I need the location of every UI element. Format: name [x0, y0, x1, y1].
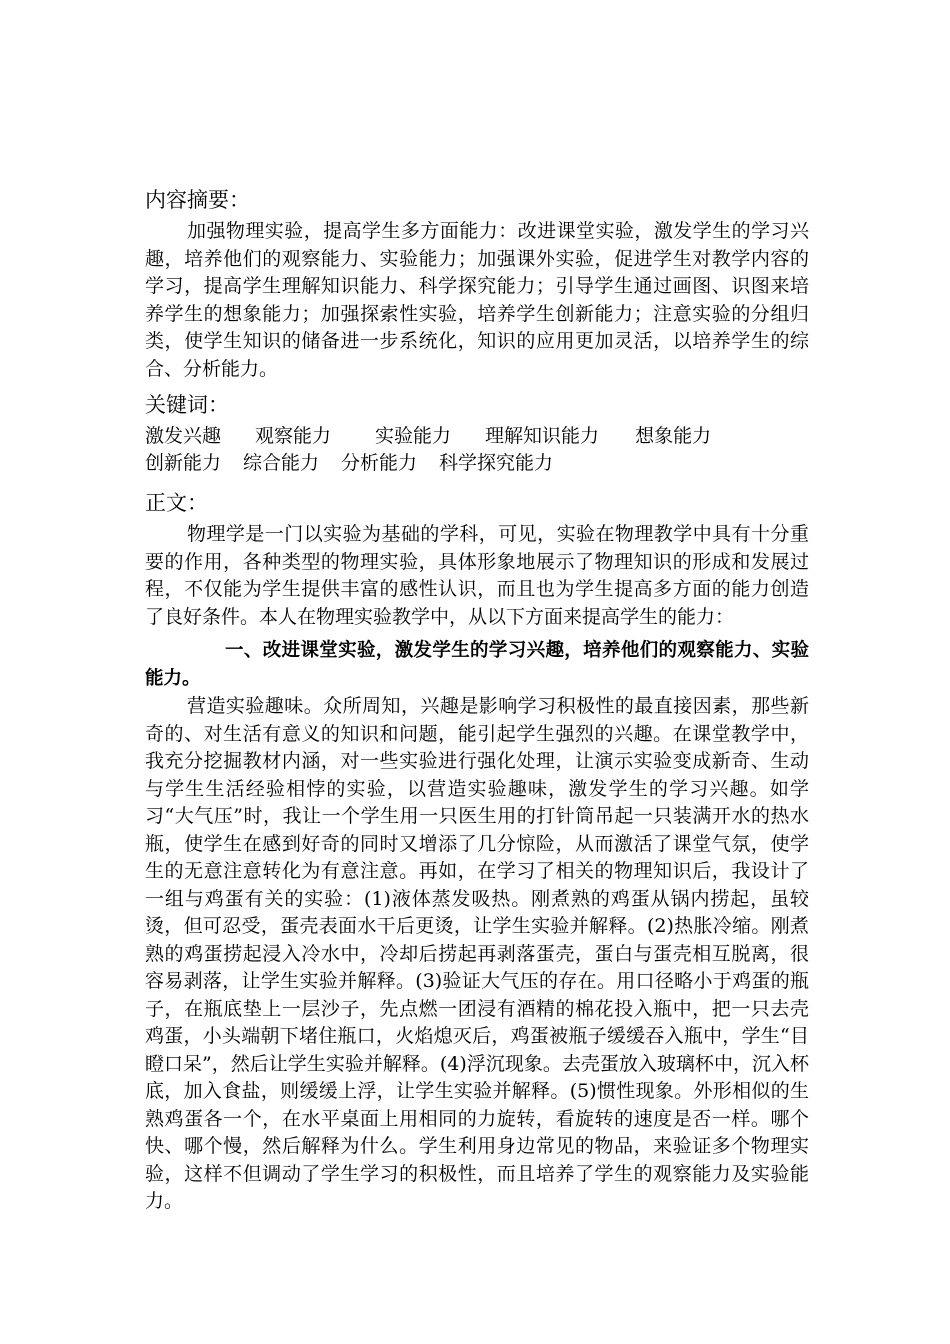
abstract-paragraph: 加强物理实验，提高学生多方面能力：改进课堂实验，激发学生的学习兴趣，培养他们的观察能力、实验能力；加强课外实验，促进学生对教学内容的学习，提高学生理解知识能力、科学探究能力；引导学生通过画图、识图来培养学生的想象能力；加强探索性实验，培养学生创新能力；注意实验的分组归类，使学生知识的储备进一步系统化，知识的应用更加灵活，以培养学生的综合、分析能力。 — [145, 220, 809, 380]
abstract-heading: 内容摘要： — [145, 188, 250, 212]
keyword: 创新能力 — [145, 452, 222, 474]
keyword: 想象能力 — [635, 425, 712, 447]
keyword: 分析能力 — [341, 452, 418, 474]
keywords-row-1 — [145, 423, 809, 450]
document-content — [145, 184, 809, 1222]
intro-paragraph: 物理学是一门以实验为基础的学科，可见，实验在物理教学中具有十分重要的作用，各种类型的物理实验，具体形象地展示了物理知识的形成和发展过程，不仅能为学生提供丰富的感性认识，而且也为学生提高多方面的能力创造了良好条件。本人在物理实验教学中，从以下方面来提高学生的能力： — [145, 523, 809, 628]
keywords-heading: 关键词： — [145, 393, 229, 417]
body-heading: 正文： — [145, 491, 208, 515]
keyword: 观察能力 — [255, 425, 332, 447]
keywords-row-2 — [145, 450, 809, 477]
keyword: 实验能力 — [375, 425, 452, 447]
section-1-paragraph: 营造实验趣味。众所周知，兴趣是影响学习积极性的最直接因素，那些新奇的、对生活有意义的知识和问题，能引起学生强烈的兴趣。在课堂教学中，我充分挖掘教材内涵，对一些实验进行强化处理，让演示实验变成新奇、生动与学生生活经验相悖的实验，以营造实验趣味，激发学生的学习兴趣。如学习“大气压”时，我让一个学生用一只医生用的打针筒吊起一只装满开水的热水瓶，使学生在感到好奇的同时又增添了几分惊险，从而激活了课堂气氛，使学生的无意注意转化为有意注意。再如，在学习了相关的物理知识后，我设计了一组与鸡蛋有关的实验：(1)液体蒸发吸热。刚煮熟的鸡蛋从锅内捞起，虽较烫，但可忍受，蛋壳表面水干后更烫，让学生实验并解释。(2)热胀冷缩。刚煮熟的鸡蛋捞起浸入冷水中，冷却后捞起再剥落蛋壳，蛋白与蛋壳相互脱离，很容易剥落，让学生实验并解释。(3)验证大气压的存在。用口径略小于鸡蛋的瓶子，在瓶底垫上一层沙子，先点燃一团浸有酒精的棉花投入瓶中，把一只去壳鸡蛋，小头端朝下堵住瓶口，火焰熄灭后，鸡蛋被瓶子缓缓吞入瓶中，学生“目瞪口呆”，然后让学生实验并解释。(4)浮沉现象。去壳蛋放入玻璃杯中，沉入杯底，加入食盐，则缓缓上浮，让学生实验并解释。(5)惯性现象。外形相似的生熟鸡蛋各一个，在水平桌面上用相同的力旋转，看旋转的速度是否一样。哪个快、哪个慢，然后解释为什么。学生利用身边常见的物品，来验证多个物理实验，这样不但调动了学生学习的积极性，而且培养了学生的观察能力及实验能力。 — [145, 695, 809, 1212]
keyword: 综合能力 — [243, 452, 320, 474]
keyword: 激发兴趣 — [145, 425, 222, 447]
keyword: 理解知识能力 — [485, 425, 600, 447]
section-1-title: 一、改进课堂实验，激发学生的学习兴趣，培养他们的观察能力、实验能力。 — [145, 640, 809, 689]
keyword: 科学探究能力 — [439, 452, 554, 474]
